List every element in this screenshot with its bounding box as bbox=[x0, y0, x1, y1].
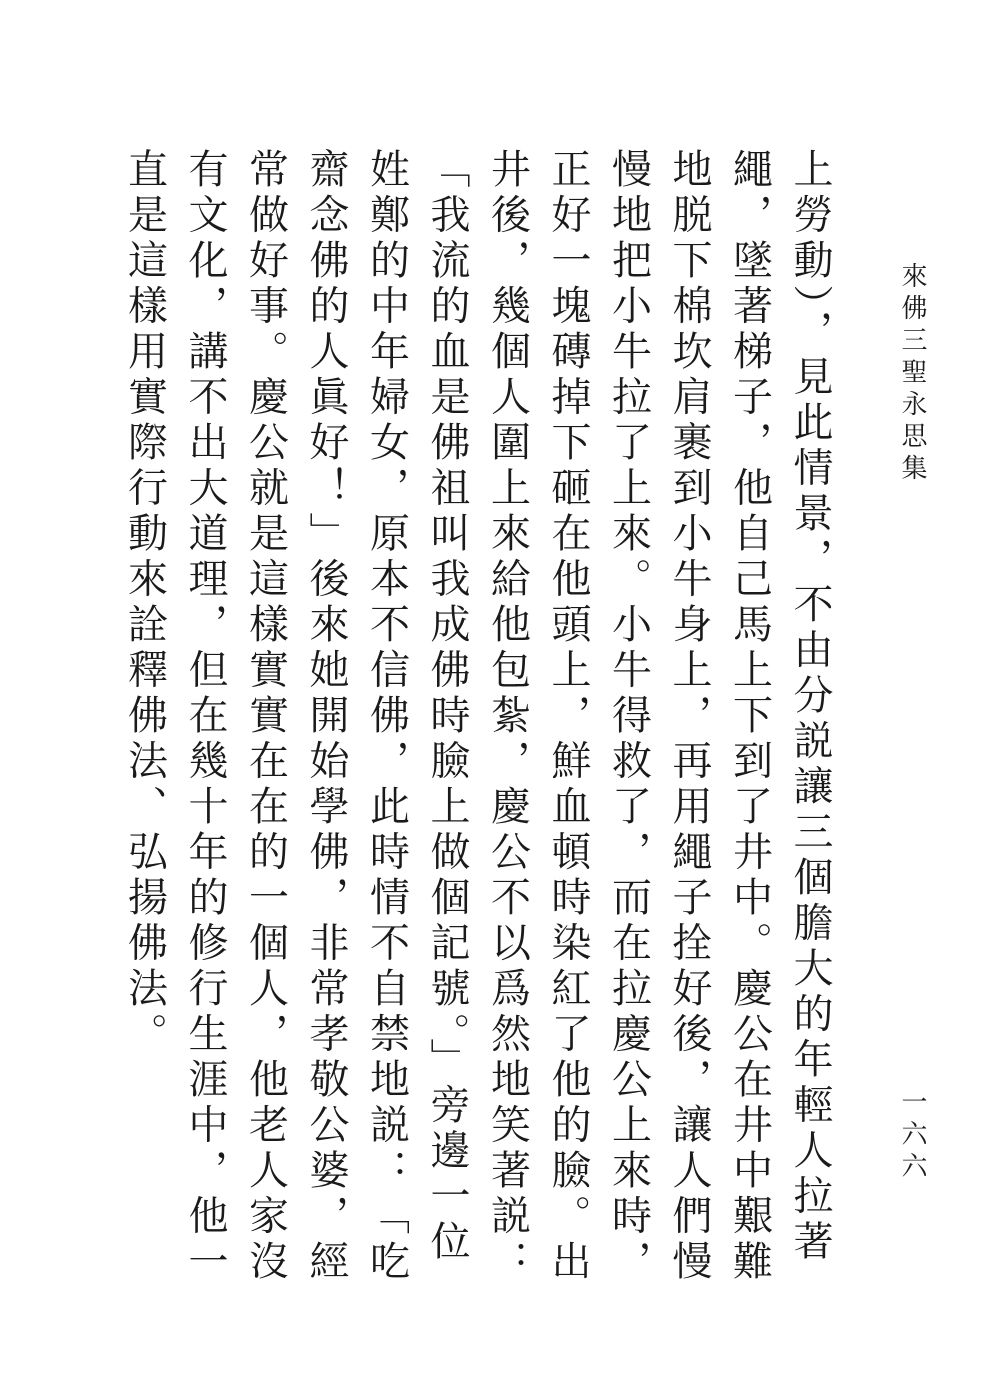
body-text-column-block bbox=[121, 148, 840, 1308]
body-paragraph: 上勞動），見此情景，不由分説讓三個膽大的年輕人拉著繩，墜著梯子，他自己馬上下到了井中。慶公在井中艱難地脱下棉坎肩裹到小牛身上，再用繩子拴好後，讓人們慢慢地把小牛拉了上來。小牛得救了，而在拉慶公上來時，正好一塊磚掉下砸在他頭上，鮮血頓時染紅了他的臉。出井後，幾個人圍上來給他包紮，慶公不以爲然地笑著説：「我流的血是佛祖叫我成佛時臉上做個記號。」旁邊一位姓鄭的中年婦女，原本不信佛，此時情不自禁地説：「吃齋念佛的人眞好！」後來她開始學佛，非常孝敬公婆，經常做好事。慶公就是這樣實實在在的一個人，他老人家沒有文化，講不出大道理，但在幾十年的修行生涯中，他一直是這樣用實際行動來詮釋佛法、弘揚佛法。 bbox=[121, 148, 833, 1286]
page-number: 一六六 bbox=[897, 1088, 927, 1184]
running-header-title: 來佛三聖永思集 bbox=[897, 262, 927, 486]
